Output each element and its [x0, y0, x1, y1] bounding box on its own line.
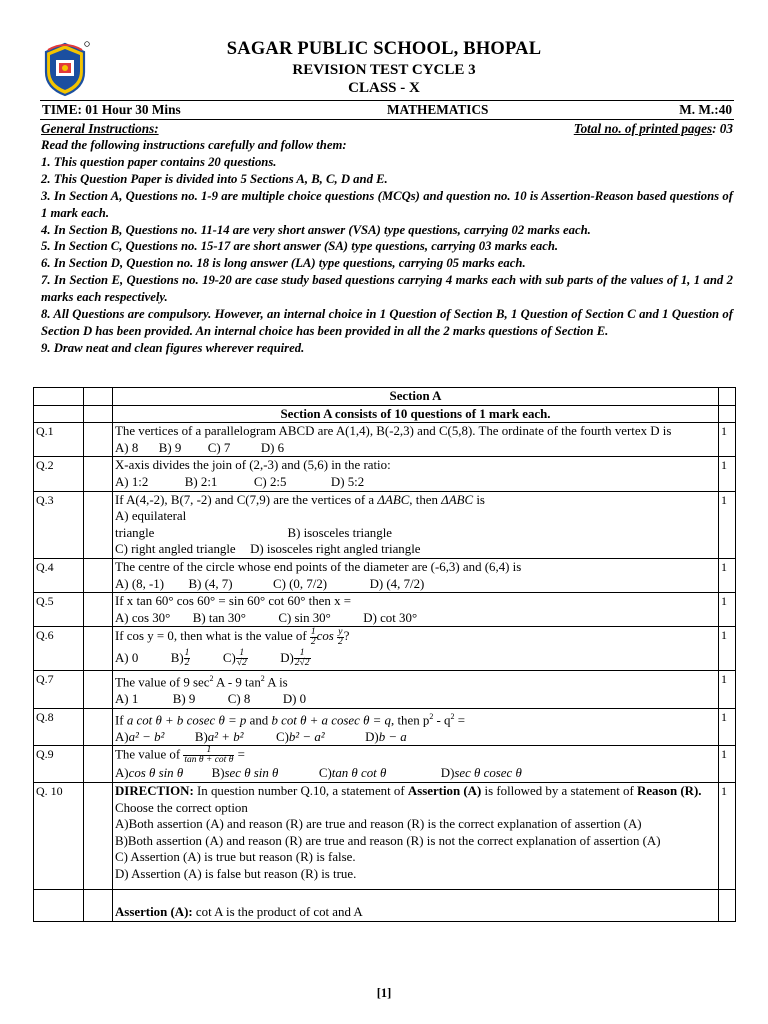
- table-row: [34, 423, 736, 457]
- question-mark: 1: [719, 671, 736, 708]
- option-c: C)b² − a²: [275, 729, 325, 744]
- option-c: C) (0, 7/2): [273, 576, 328, 591]
- option-b: B)a² + b²: [194, 729, 244, 744]
- test-title: REVISION TEST CYCLE 3: [292, 62, 476, 78]
- question-number: Q.2: [34, 457, 84, 491]
- option-d: D) cot 30°: [363, 610, 418, 625]
- question-mark: 1: [719, 593, 736, 627]
- question-body: The value of $\frac{1}{\text{tan θ + cot θ}}$ = A)cos θ sin θ B)sec θ sin θ C)tan θ cot θ D)sec θ cosec θ: [113, 746, 719, 783]
- question-number: Q.9: [34, 746, 84, 783]
- option-c: C) 8: [227, 692, 251, 707]
- instruction-item: 3. In Section A, Questions no. 1-9 are multiple choice questions (MCQs) and question no. 10 is Assertion-Reason based questions of 1 mark each.: [41, 188, 733, 220]
- header-rule-bottom: [40, 119, 734, 120]
- question-number: Q.4: [34, 558, 84, 592]
- general-instructions-row: [41, 121, 733, 137]
- option-d: D) 0: [282, 692, 307, 707]
- question-number: Q.3: [34, 491, 84, 558]
- section-subtitle-row: [34, 405, 736, 423]
- section-subtitle: Section A consists of 10 questions of 1 mark each.: [113, 405, 719, 423]
- exam-time: TIME: 01 Hour 30 Mins: [42, 102, 181, 117]
- option-a: A)cos θ sin θ: [115, 766, 184, 781]
- table-row: [34, 746, 736, 783]
- instruction-item: 9. Draw neat and clean figures wherever required.: [41, 340, 305, 355]
- question-body: The value of 9 $\sec^2 A - 9$ $\tan^2 A$ is A) 1 B) 9 C) 8 D) 0: [113, 671, 719, 708]
- option-a: A)a² − b²: [115, 729, 165, 744]
- question-number: Q.1: [34, 423, 84, 457]
- option-d: D) $\frac{1}{2√2}$: [280, 648, 310, 669]
- instruction-item: 1. This question paper contains 20 questions.: [41, 154, 277, 169]
- question-body: If cos y = 0, then what is the value of $\frac{1}{2}$ cos $\frac{y}{2}$ ? A) 0 B) $\frac{1}{2}$ C) $\frac{1}{√2}$ D) $\frac{1}{2√2}$: [113, 627, 719, 671]
- page-number: [1]: [376, 986, 392, 1000]
- option-a: A) 8: [115, 440, 139, 455]
- exam-meta-row: [42, 102, 732, 120]
- question-body: If a cot θ + b cosec θ = p and b cot θ + a cosec θ = q, then $p^2 - q^2$ = A)a² − b² B)a² + b² C)b² − a² D)b − a: [113, 708, 719, 745]
- instruction-item: 6. In Section D, Question no. 18 is long answer (LA) type questions, carrying 05 marks each.: [41, 256, 526, 271]
- question-mark: 1: [719, 746, 736, 783]
- option-b: B) isosceles triangle: [287, 525, 392, 540]
- option-b: B)Both assertion (A) and reason (R) are true and reason (R) is not the correct explanation of assertion (A): [115, 833, 661, 848]
- table-row: [34, 558, 736, 592]
- school-name: SAGAR PUBLIC SCHOOL, BHOPAL: [226, 39, 542, 59]
- table-row: [34, 491, 736, 558]
- section-title-row: [34, 388, 736, 406]
- option-b: B) 2:1: [184, 474, 218, 489]
- question-number: Q.7: [34, 671, 84, 708]
- section-title: Section A: [113, 388, 719, 406]
- option-b: B)sec θ sin θ: [211, 766, 279, 781]
- option-c: C) Assertion (A) is true but reason (R) is false.: [115, 850, 356, 865]
- table-row: [34, 457, 736, 491]
- table-row: [34, 627, 736, 671]
- instruction-item: 7. In Section E, Questions no. 19-20 are case study based questions carrying 4 marks each with sub parts of the values of 1, 1 and 2 marks each respectively.: [41, 273, 733, 305]
- option-a: A) equilateral triangle: [115, 509, 187, 540]
- option-b: B) $\frac{1}{2}$: [170, 648, 190, 669]
- assertion-statement: Assertion (A): cot A is the product of cot and A: [113, 889, 719, 921]
- instructions-list: [41, 137, 733, 357]
- questions-table: [33, 387, 736, 922]
- option-d: D) 5:2: [330, 474, 365, 489]
- option-c: C) 2:5: [253, 474, 287, 489]
- option-a: A) 0: [115, 650, 139, 665]
- option-d: D) isosceles right angled triangle: [250, 542, 421, 557]
- option-a: A)Both assertion (A) and reason (R) are true and reason (R) is the correct explanation of assertion (A): [115, 817, 642, 832]
- header-rule-top: [40, 100, 734, 101]
- question-mark: 1: [719, 491, 736, 558]
- table-row: [34, 593, 736, 627]
- table-row: [34, 782, 736, 889]
- question-number: Q. 10: [34, 782, 84, 889]
- option-c: C) right angled triangle: [115, 542, 236, 557]
- question-mark: 1: [719, 457, 736, 491]
- option-d: D) (4, 7/2): [369, 576, 425, 591]
- option-d: D)sec θ cosec θ: [440, 766, 522, 781]
- option-b: B) (4, 7): [188, 576, 233, 591]
- question-mark: 1: [719, 423, 736, 457]
- table-row: [34, 889, 736, 921]
- question-number: Q.5: [34, 593, 84, 627]
- question-mark: 1: [719, 782, 736, 889]
- option-c: C) 7: [207, 440, 231, 455]
- question-body: X-axis divides the join of (2,-3) and (5,6) in the ratio: A) 1:2 B) 2:1 C) 2:5 D) 5:2: [113, 457, 719, 491]
- exam-max-marks: M. M.:40: [679, 102, 732, 117]
- question-body: DIRECTION: In question number Q.10, a statement of Assertion (A) is followed by a statement of Reason (R). Choose the correct option A)Both assertion (A) and reason (R) are true and reason (R) is the correct explanation of assertion (A) B)Both assertion (A) and reason (R) are true and reason (R) is not the correct explanation of assertion (A) C) Assertion (A) is true but reason (R) is false. D) Assertion (A) is false but reason (R) is true.: [113, 782, 719, 889]
- instruction-item: 8. All Questions are compulsory. However, an internal choice in 1 Question of Section B, 1 Question of Section C and 1 Question of Section D has been provided. An internal choice has been provided in all the 2 marks questions of Section E.: [41, 307, 733, 338]
- printed-pages: Total no. of printed pages: 03: [573, 121, 733, 136]
- option-c: C) sin 30°: [278, 610, 331, 625]
- question-mark: 1: [719, 627, 736, 671]
- instruction-item: 5. In Section C, Questions no. 15-17 are short answer (SA) type questions, carrying 03 marks each.: [41, 239, 559, 254]
- question-mark: 1: [719, 558, 736, 592]
- question-mark: 1: [719, 708, 736, 745]
- exam-subject: MATHEMATICS: [387, 102, 489, 117]
- option-d: D)b − a: [365, 729, 407, 744]
- question-body: If A(4,-2), B(7, -2) and C(7,9) are the vertices of a ΔABC, then ΔABC is A) equilateral triangle B) isosceles triangle C) right angled triangle D) isosceles right angled triangle: [113, 491, 719, 558]
- instruction-item: Read the following instructions carefully and follow them:: [41, 138, 347, 152]
- question-number: Q.8: [34, 708, 84, 745]
- table-row: [34, 708, 736, 745]
- question-body: The centre of the circle whose end points of the diameter are (-6,3) and (6,4) is A) (8, -1) B) (4, 7) C) (0, 7/2) D) (4, 7/2): [113, 558, 719, 592]
- general-instructions-label: General Instructions:: [41, 121, 159, 136]
- option-d: D) 6: [260, 440, 285, 455]
- question-number: Q.6: [34, 627, 84, 671]
- option-c: C) $\frac{1}{√2}$: [222, 648, 247, 669]
- question-body: The vertices of a parallelogram ABCD are A(1,4), B(-2,3) and C(5,8). The ordinate of the fourth vertex D is A) 8 B) 9 C) 7 D) 6: [113, 423, 719, 457]
- option-b: B) tan 30°: [192, 610, 246, 625]
- instruction-item: 4. In Section B, Questions no. 11-14 are very short answer (VSA) type questions, carrying 02 marks each.: [41, 222, 591, 237]
- table-row: [34, 671, 736, 708]
- option-a: A) (8, -1): [115, 576, 165, 591]
- option-a: A) 1: [115, 692, 139, 707]
- question-body: If x tan 60° cos 60° = sin 60° cot 60° then x = A) cos 30° B) tan 30° C) sin 30° D) cot 30°: [113, 593, 719, 627]
- option-a: A) cos 30°: [115, 610, 171, 625]
- option-c: C)tan θ cot θ: [318, 766, 387, 781]
- option-b: B) 9: [158, 440, 182, 455]
- option-a: A) 1:2: [115, 474, 149, 489]
- class-title: CLASS - X: [348, 80, 420, 96]
- option-b: B) 9: [172, 692, 196, 707]
- option-d: D) Assertion (A) is false but reason (R) is true.: [115, 866, 357, 881]
- instruction-item: 2. This Question Paper is divided into 5 Sections A, B, C, D and E.: [41, 171, 388, 186]
